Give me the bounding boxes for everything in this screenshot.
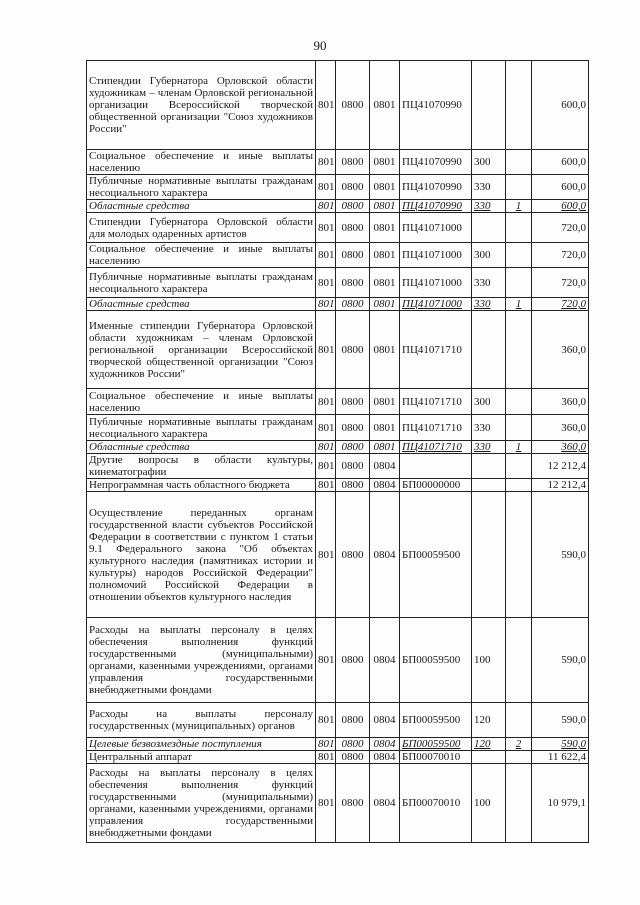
row-expense-type: 330 bbox=[472, 298, 506, 311]
table-row bbox=[87, 738, 589, 751]
row-section-code: 0800 bbox=[336, 268, 370, 298]
row-funding-source bbox=[506, 175, 532, 200]
row-funding-source bbox=[506, 479, 532, 492]
row-grbs-code: 801 bbox=[316, 213, 336, 243]
row-section-code: 0800 bbox=[336, 703, 370, 738]
row-description: Социальное обеспечение и иные выплаты населению bbox=[87, 150, 316, 175]
row-amount: 600,0 bbox=[532, 61, 589, 150]
row-target-article: ПЦ41071000 bbox=[400, 213, 472, 243]
row-expense-type: 300 bbox=[472, 389, 506, 415]
row-amount: 600,0 bbox=[532, 200, 589, 213]
row-grbs-code: 801 bbox=[316, 243, 336, 268]
table-row bbox=[87, 618, 589, 703]
row-target-article: ПЦ41071710 bbox=[400, 311, 472, 389]
row-target-article bbox=[400, 454, 472, 479]
row-subsection-code: 0801 bbox=[370, 298, 400, 311]
row-description: Целевые безвозмездные поступления bbox=[87, 738, 316, 751]
row-funding-source bbox=[506, 311, 532, 389]
row-amount: 590,0 bbox=[532, 492, 589, 618]
row-funding-source: 1 bbox=[506, 441, 532, 454]
row-description: Социальное обеспечение и иные выплаты населению bbox=[87, 243, 316, 268]
row-funding-source bbox=[506, 61, 532, 150]
row-description: Публичные нормативные выплаты гражданам несоциального характера bbox=[87, 268, 316, 298]
table-row bbox=[87, 200, 589, 213]
row-grbs-code: 801 bbox=[316, 175, 336, 200]
table-row bbox=[87, 213, 589, 243]
row-description: Областные средства bbox=[87, 441, 316, 454]
row-amount: 360,0 bbox=[532, 311, 589, 389]
row-funding-source bbox=[506, 415, 532, 441]
row-section-code: 0800 bbox=[336, 298, 370, 311]
table-row bbox=[87, 298, 589, 311]
row-grbs-code: 801 bbox=[316, 479, 336, 492]
row-description: Стипендии Губернатора Орловской области художникам – членам Орловской региональной организации Всероссийской творческой общественной организации "Союз художников России" bbox=[87, 61, 316, 150]
row-subsection-code: 0804 bbox=[370, 479, 400, 492]
row-amount: 360,0 bbox=[532, 415, 589, 441]
row-expense-type: 330 bbox=[472, 415, 506, 441]
row-section-code: 0800 bbox=[336, 751, 370, 764]
row-subsection-code: 0804 bbox=[370, 703, 400, 738]
budget-table bbox=[86, 60, 589, 843]
row-subsection-code: 0801 bbox=[370, 311, 400, 389]
row-description: Областные средства bbox=[87, 200, 316, 213]
row-grbs-code: 801 bbox=[316, 441, 336, 454]
row-grbs-code: 801 bbox=[316, 311, 336, 389]
row-grbs-code: 801 bbox=[316, 454, 336, 479]
row-subsection-code: 0801 bbox=[370, 200, 400, 213]
table-row bbox=[87, 479, 589, 492]
row-section-code: 0800 bbox=[336, 389, 370, 415]
row-funding-source bbox=[506, 150, 532, 175]
row-grbs-code: 801 bbox=[316, 150, 336, 175]
table-row bbox=[87, 389, 589, 415]
row-funding-source bbox=[506, 268, 532, 298]
row-funding-source bbox=[506, 213, 532, 243]
row-amount: 590,0 bbox=[532, 703, 589, 738]
row-subsection-code: 0804 bbox=[370, 764, 400, 843]
row-description: Расходы на выплаты персоналу в целях обеспечения выполнения функций государственными (муниципальными) органами, казенными учреждениями, органами управления государственными внебюджетными фондами bbox=[87, 618, 316, 703]
table-row bbox=[87, 751, 589, 764]
row-section-code: 0800 bbox=[336, 738, 370, 751]
row-grbs-code: 801 bbox=[316, 415, 336, 441]
row-subsection-code: 0804 bbox=[370, 454, 400, 479]
row-section-code: 0800 bbox=[336, 441, 370, 454]
row-funding-source bbox=[506, 751, 532, 764]
row-amount: 10 979,1 bbox=[532, 764, 589, 843]
row-expense-type: 330 bbox=[472, 175, 506, 200]
row-funding-source bbox=[506, 243, 532, 268]
row-description: Расходы на выплаты персоналу государственных (муниципальных) органов bbox=[87, 703, 316, 738]
row-amount: 720,0 bbox=[532, 213, 589, 243]
row-amount: 720,0 bbox=[532, 268, 589, 298]
row-grbs-code: 801 bbox=[316, 703, 336, 738]
row-description: Социальное обеспечение и иные выплаты населению bbox=[87, 389, 316, 415]
table-row bbox=[87, 311, 589, 389]
row-expense-type: 120 bbox=[472, 703, 506, 738]
row-grbs-code: 801 bbox=[316, 61, 336, 150]
row-funding-source bbox=[506, 764, 532, 843]
table-row bbox=[87, 441, 589, 454]
row-description: Областные средства bbox=[87, 298, 316, 311]
table-row bbox=[87, 243, 589, 268]
row-subsection-code: 0801 bbox=[370, 243, 400, 268]
row-subsection-code: 0801 bbox=[370, 441, 400, 454]
row-funding-source bbox=[506, 389, 532, 415]
row-target-article: БП00059500 bbox=[400, 738, 472, 751]
row-target-article: ПЦ41071000 bbox=[400, 268, 472, 298]
table-row bbox=[87, 268, 589, 298]
row-description: Осуществление переданных органам государственной власти субъектов Российской Федерации в соответствии с пунктом 1 статьи 9.1 Федерального закона "Об объектах культурного наследия (памятниках истории и культуры) народов Российской Федерации" полномочий Российской Федерации в отношении объектов культурного наследия bbox=[87, 492, 316, 618]
row-funding-source: 1 bbox=[506, 298, 532, 311]
row-funding-source bbox=[506, 618, 532, 703]
row-target-article: ПЦ41071000 bbox=[400, 298, 472, 311]
row-expense-type bbox=[472, 311, 506, 389]
row-target-article: ПЦ41070990 bbox=[400, 175, 472, 200]
row-amount: 590,0 bbox=[532, 738, 589, 751]
row-grbs-code: 801 bbox=[316, 200, 336, 213]
row-funding-source: 2 bbox=[506, 738, 532, 751]
row-amount: 600,0 bbox=[532, 175, 589, 200]
row-description: Непрограммная часть областного бюджета bbox=[87, 479, 316, 492]
row-grbs-code: 801 bbox=[316, 298, 336, 311]
row-section-code: 0800 bbox=[336, 213, 370, 243]
row-subsection-code: 0801 bbox=[370, 150, 400, 175]
row-section-code: 0800 bbox=[336, 243, 370, 268]
row-section-code: 0800 bbox=[336, 415, 370, 441]
row-target-article: ПЦ41070990 bbox=[400, 200, 472, 213]
table-row bbox=[87, 150, 589, 175]
row-subsection-code: 0801 bbox=[370, 415, 400, 441]
row-subsection-code: 0804 bbox=[370, 738, 400, 751]
row-expense-type bbox=[472, 61, 506, 150]
row-amount: 360,0 bbox=[532, 389, 589, 415]
row-description: Расходы на выплаты персоналу в целях обеспечения выполнения функций государственными (муниципальными) органами, казенными учреждениями, органами управления государственными внебюджетными фондами bbox=[87, 764, 316, 843]
row-section-code: 0800 bbox=[336, 175, 370, 200]
table-row bbox=[87, 703, 589, 738]
row-target-article: ПЦ41070990 bbox=[400, 61, 472, 150]
budget-table-body bbox=[87, 61, 589, 843]
row-grbs-code: 801 bbox=[316, 389, 336, 415]
row-expense-type: 100 bbox=[472, 764, 506, 843]
row-section-code: 0800 bbox=[336, 454, 370, 479]
row-expense-type: 100 bbox=[472, 618, 506, 703]
row-section-code: 0800 bbox=[336, 764, 370, 843]
row-section-code: 0800 bbox=[336, 150, 370, 175]
row-target-article: БП00000000 bbox=[400, 479, 472, 492]
row-target-article: БП00070010 bbox=[400, 764, 472, 843]
row-amount: 11 622,4 bbox=[532, 751, 589, 764]
row-expense-type: 330 bbox=[472, 268, 506, 298]
row-amount: 360,0 bbox=[532, 441, 589, 454]
table-row bbox=[87, 175, 589, 200]
row-description: Другие вопросы в области культуры, кинематографии bbox=[87, 454, 316, 479]
row-amount: 590,0 bbox=[532, 618, 589, 703]
row-target-article: БП00059500 bbox=[400, 492, 472, 618]
row-section-code: 0800 bbox=[336, 492, 370, 618]
row-amount: 12 212,4 bbox=[532, 454, 589, 479]
row-section-code: 0800 bbox=[336, 311, 370, 389]
table-row bbox=[87, 454, 589, 479]
row-target-article: БП00070010 bbox=[400, 751, 472, 764]
row-amount: 720,0 bbox=[532, 243, 589, 268]
row-expense-type: 330 bbox=[472, 200, 506, 213]
row-grbs-code: 801 bbox=[316, 618, 336, 703]
page-number: 90 bbox=[313, 38, 327, 53]
row-expense-type: 120 bbox=[472, 738, 506, 751]
table-row bbox=[87, 415, 589, 441]
row-funding-source: 1 bbox=[506, 200, 532, 213]
row-section-code: 0800 bbox=[336, 618, 370, 703]
row-expense-type bbox=[472, 213, 506, 243]
row-expense-type: 330 bbox=[472, 441, 506, 454]
row-subsection-code: 0804 bbox=[370, 751, 400, 764]
table-row bbox=[87, 764, 589, 843]
row-expense-type: 300 bbox=[472, 243, 506, 268]
row-amount: 600,0 bbox=[532, 150, 589, 175]
row-description: Публичные нормативные выплаты гражданам несоциального характера bbox=[87, 415, 316, 441]
row-target-article: ПЦ41071000 bbox=[400, 243, 472, 268]
row-target-article: ПЦ41071710 bbox=[400, 389, 472, 415]
row-description: Именные стипендии Губернатора Орловской области художникам – членам Орловской региональной организации Всероссийской творческой общественной организации "Союз художников России" bbox=[87, 311, 316, 389]
row-subsection-code: 0801 bbox=[370, 268, 400, 298]
row-expense-type: 300 bbox=[472, 150, 506, 175]
row-description: Стипендии Губернатора Орловской области для молодых одаренных артистов bbox=[87, 213, 316, 243]
row-subsection-code: 0801 bbox=[370, 175, 400, 200]
row-expense-type bbox=[472, 492, 506, 618]
row-subsection-code: 0804 bbox=[370, 618, 400, 703]
row-grbs-code: 801 bbox=[316, 492, 336, 618]
row-amount: 720,0 bbox=[532, 298, 589, 311]
row-expense-type bbox=[472, 454, 506, 479]
row-expense-type bbox=[472, 479, 506, 492]
row-subsection-code: 0801 bbox=[370, 213, 400, 243]
row-target-article: ПЦ41071710 bbox=[400, 441, 472, 454]
row-section-code: 0800 bbox=[336, 479, 370, 492]
row-subsection-code: 0801 bbox=[370, 61, 400, 150]
row-subsection-code: 0804 bbox=[370, 492, 400, 618]
row-section-code: 0800 bbox=[336, 200, 370, 213]
row-funding-source bbox=[506, 454, 532, 479]
table-row bbox=[87, 492, 589, 618]
row-section-code: 0800 bbox=[336, 61, 370, 150]
row-target-article: ПЦ41071710 bbox=[400, 415, 472, 441]
row-description: Центральный аппарат bbox=[87, 751, 316, 764]
row-description: Публичные нормативные выплаты гражданам несоциального характера bbox=[87, 175, 316, 200]
row-funding-source bbox=[506, 703, 532, 738]
row-grbs-code: 801 bbox=[316, 268, 336, 298]
row-expense-type bbox=[472, 751, 506, 764]
row-grbs-code: 801 bbox=[316, 764, 336, 843]
table-row bbox=[87, 61, 589, 150]
row-amount: 12 212,4 bbox=[532, 479, 589, 492]
row-target-article: БП00059500 bbox=[400, 703, 472, 738]
row-grbs-code: 801 bbox=[316, 751, 336, 764]
row-target-article: БП00059500 bbox=[400, 618, 472, 703]
row-target-article: ПЦ41070990 bbox=[400, 150, 472, 175]
row-subsection-code: 0801 bbox=[370, 389, 400, 415]
row-funding-source bbox=[506, 492, 532, 618]
row-grbs-code: 801 bbox=[316, 738, 336, 751]
